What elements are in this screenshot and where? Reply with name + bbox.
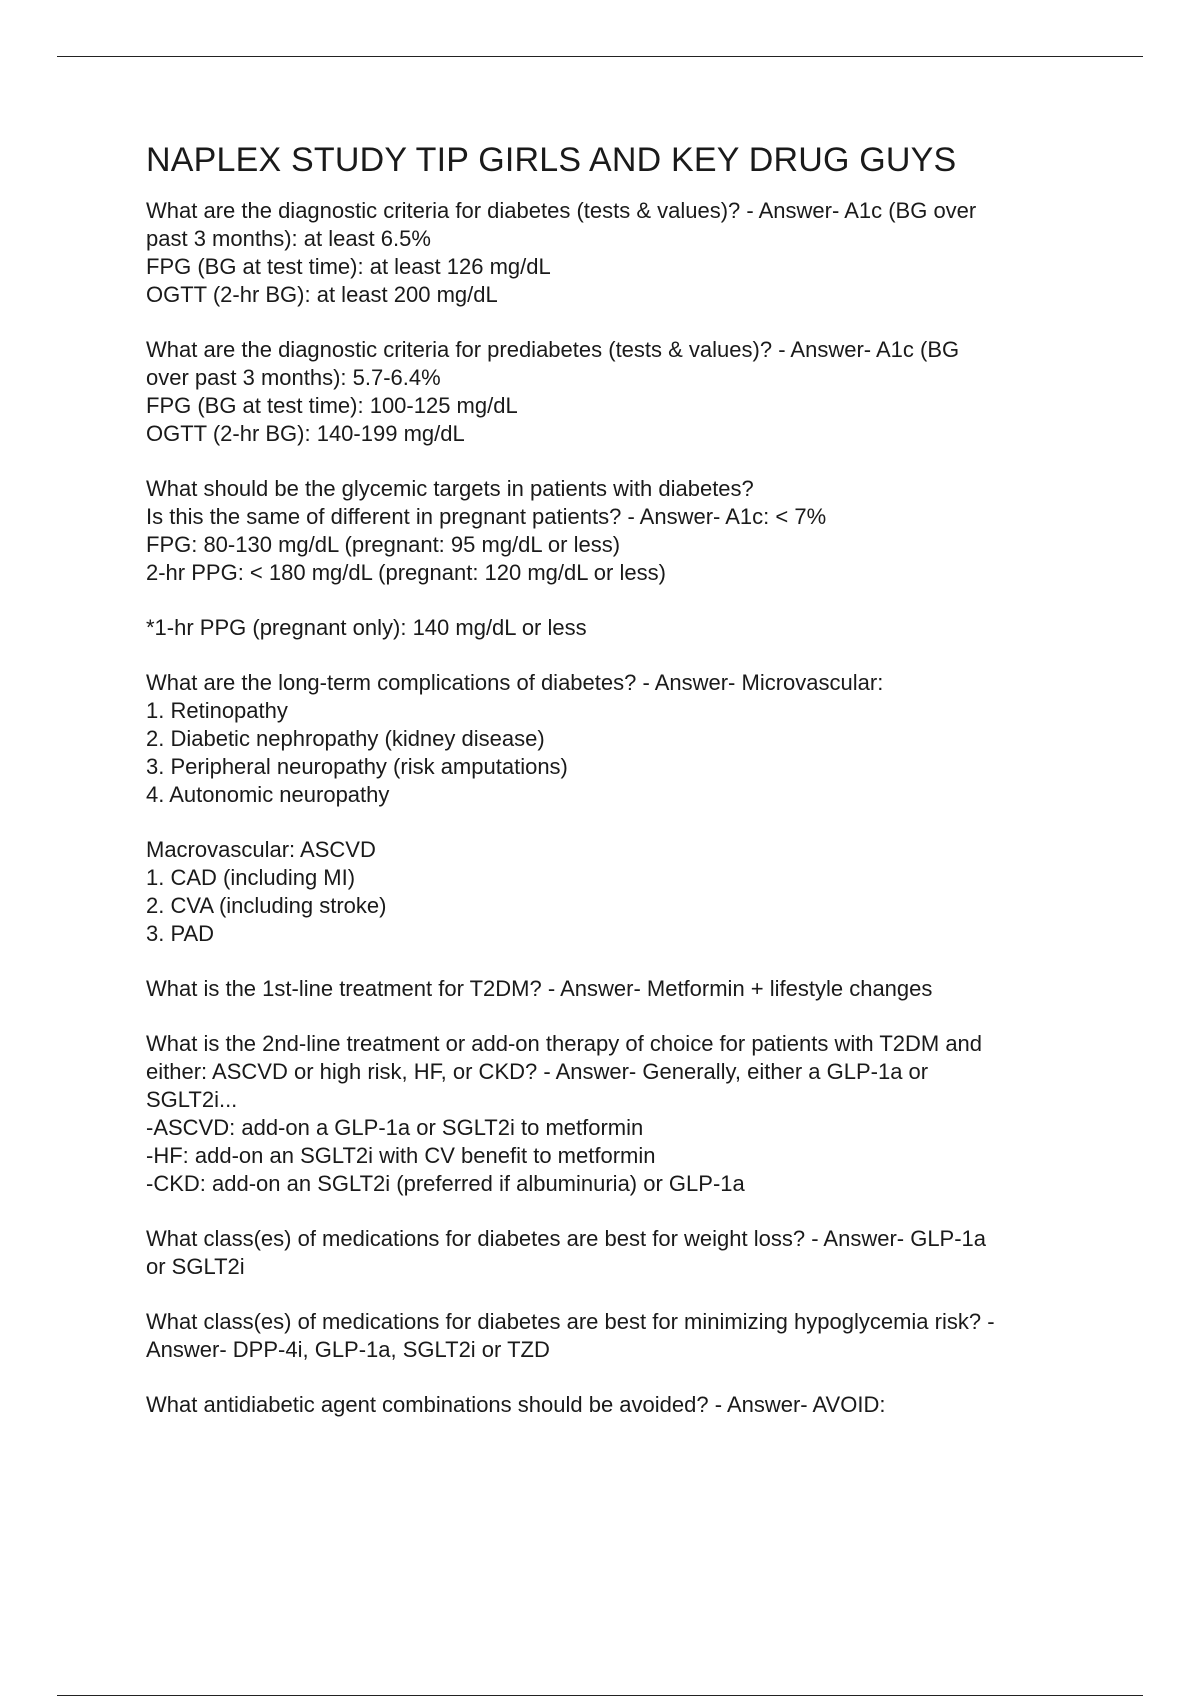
text-line: over past 3 months): 5.7-6.4% [146, 365, 441, 390]
text-line: OGTT (2-hr BG): 140-199 mg/dL [146, 421, 465, 446]
text-line: 2. Diabetic nephropathy (kidney disease) [146, 726, 545, 751]
text-line: *1-hr PPG (pregnant only): 140 mg/dL or less [146, 615, 587, 640]
text-line: 1. CAD (including MI) [146, 865, 356, 890]
text-line: 4. Autonomic neuropathy [146, 782, 390, 807]
text-line: SGLT2i... [146, 1087, 238, 1112]
text-line: What is the 2nd-line treatment or add-on therapy of choice for patients with T2DM and [146, 1031, 983, 1056]
top-rule [57, 56, 1143, 57]
text-line: FPG: 80-130 mg/dL (pregnant: 95 mg/dL or less) [146, 532, 621, 557]
document-title: NAPLEX STUDY TIP GIRLS AND KEY DRUG GUYS [146, 141, 957, 179]
text-line: Is this the same of different in pregnant patients? - Answer- A1c: < 7% [146, 504, 827, 529]
text-line: either: ASCVD or high risk, HF, or CKD? - Answer- Generally, either a GLP-1a or [146, 1059, 929, 1084]
qa-block [146, 336, 1086, 448]
qa-block [146, 1308, 1086, 1364]
qa-block [146, 614, 1086, 642]
qa-block [146, 836, 1086, 948]
text-line: -HF: add-on an SGLT2i with CV benefit to metformin [146, 1143, 656, 1168]
text-line: Macrovascular: ASCVD [146, 837, 376, 862]
text-line: FPG (BG at test time): 100-125 mg/dL [146, 393, 518, 418]
qa-block [146, 1391, 1086, 1419]
text-line: 2-hr PPG: < 180 mg/dL (pregnant: 120 mg/dL or less) [146, 560, 666, 585]
text-line: or SGLT2i [146, 1254, 245, 1279]
text-line: What are the diagnostic criteria for prediabetes (tests & values)? - Answer- A1c (BG [146, 337, 960, 362]
bottom-rule [57, 1695, 1143, 1696]
qa-block [146, 975, 1086, 1003]
qa-block [146, 197, 1086, 309]
text-line: Answer- DPP-4i, GLP-1a, SGLT2i or TZD [146, 1337, 550, 1362]
text-line: What class(es) of medications for diabetes are best for minimizing hypoglycemia risk? - [146, 1309, 995, 1334]
text-line: What class(es) of medications for diabetes are best for weight loss? - Answer- GLP-1a [146, 1226, 987, 1251]
text-line: past 3 months): at least 6.5% [146, 226, 431, 251]
document-body [146, 140, 1086, 1446]
text-line: What antidiabetic agent combinations should be avoided? - Answer- AVOID: [146, 1392, 886, 1417]
qa-block [146, 475, 1086, 587]
qa-list [146, 197, 1086, 1419]
text-line: 3. Peripheral neuropathy (risk amputations) [146, 754, 568, 779]
text-line: -ASCVD: add-on a GLP-1a or SGLT2i to metformin [146, 1115, 644, 1140]
text-line: What are the long-term complications of diabetes? - Answer- Microvascular: [146, 670, 884, 695]
text-line: What should be the glycemic targets in patients with diabetes? [146, 476, 754, 501]
text-line: OGTT (2-hr BG): at least 200 mg/dL [146, 282, 498, 307]
qa-block [146, 1030, 1086, 1198]
text-line: 1. Retinopathy [146, 698, 288, 723]
text-line: What are the diagnostic criteria for diabetes (tests & values)? - Answer- A1c (BG over [146, 198, 977, 223]
text-line: 3. PAD [146, 921, 215, 946]
text-line: -CKD: add-on an SGLT2i (preferred if albuminuria) or GLP-1a [146, 1171, 745, 1196]
text-line: 2. CVA (including stroke) [146, 893, 387, 918]
text-line: What is the 1st-line treatment for T2DM? - Answer- Metformin + lifestyle changes [146, 976, 933, 1001]
qa-block [146, 669, 1086, 809]
qa-block [146, 1225, 1086, 1281]
text-line: FPG (BG at test time): at least 126 mg/dL [146, 254, 551, 279]
